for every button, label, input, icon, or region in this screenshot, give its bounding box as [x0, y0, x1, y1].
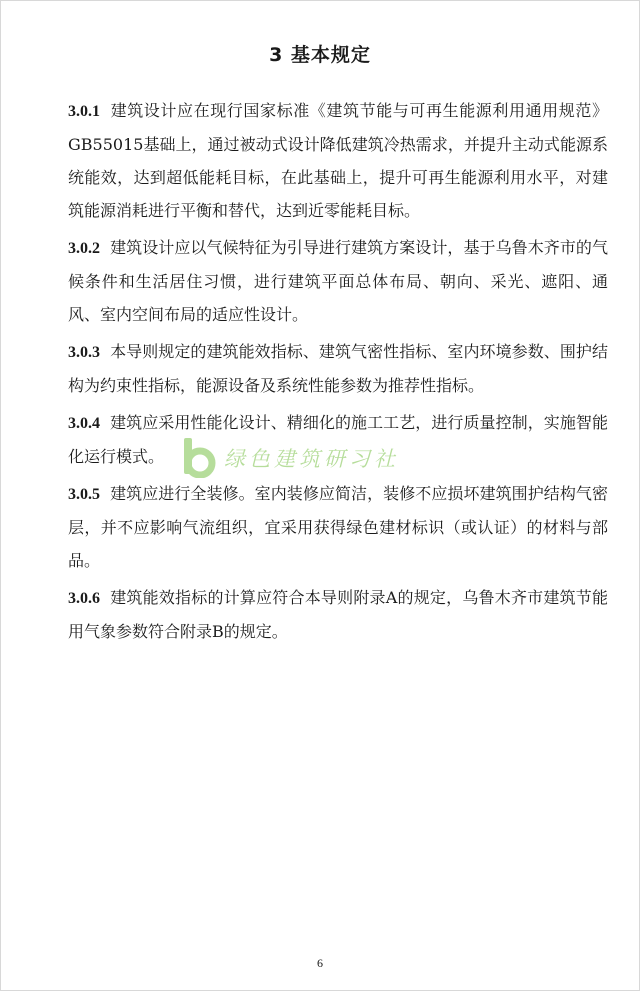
- clause-3-0-5: [68, 477, 608, 577]
- document-body: [68, 94, 608, 652]
- page-number: 6: [317, 956, 323, 970]
- clause-3-0-3: [68, 335, 608, 402]
- clause-3-0-6: [68, 581, 608, 648]
- watermark-text: 绿色建筑研习社: [224, 447, 399, 471]
- clause-text: 建筑能效指标的计算应符合本导则附录A的规定，乌鲁木齐市建筑节能用气象参数符合附录B的规定。: [68, 588, 608, 641]
- clause-number: 3.0.4: [68, 415, 100, 432]
- clause-number: 3.0.1: [68, 103, 100, 120]
- clause-number: 3.0.2: [68, 240, 100, 257]
- section-title: 3 基本规定: [269, 44, 371, 66]
- clause-number: 3.0.5: [68, 486, 100, 503]
- clause-number: 3.0.6: [68, 590, 100, 607]
- clause-3-0-4: [68, 406, 608, 473]
- clause-text: 建筑设计应以气候特征为引导进行建筑方案设计，基于乌鲁木齐市的气候条件和生活居住习惯，进行建筑平面总体布局、朝向、采光、遮阳、通风、室内空间布局的适应性设计。: [68, 238, 608, 324]
- clause-text: 本导则规定的建筑能效指标、建筑气密性指标、室内环境参数、围护结构为约束性指标，能源设备及系统性能参数为推荐性指标。: [68, 342, 608, 395]
- clause-3-0-2: [68, 231, 608, 331]
- clause-text: 建筑设计应在现行国家标准《建筑节能与可再生能源利用通用规范》GB55015基础上，通过被动式设计降低建筑冷热需求，并提升主动式能源系统能效，达到超低能耗目标，在此基础上，提升可再生能源利用水平，对建筑能源消耗进行平衡和替代，达到近零能耗目标。: [68, 101, 608, 220]
- clause-text: 建筑应采用性能化设计、精细化的施工工艺，进行质量控制，实施智能化运行模式。: [68, 413, 608, 466]
- clause-number: 3.0.3: [68, 344, 100, 361]
- clause-text: 建筑应进行全装修。室内装修应简洁，装修不应损坏建筑围护结构气密层，并不应影响气流组织，宜采用获得绿色建材标识（或认证）的材料与部品。: [68, 484, 608, 570]
- clause-3-0-1: [68, 94, 608, 227]
